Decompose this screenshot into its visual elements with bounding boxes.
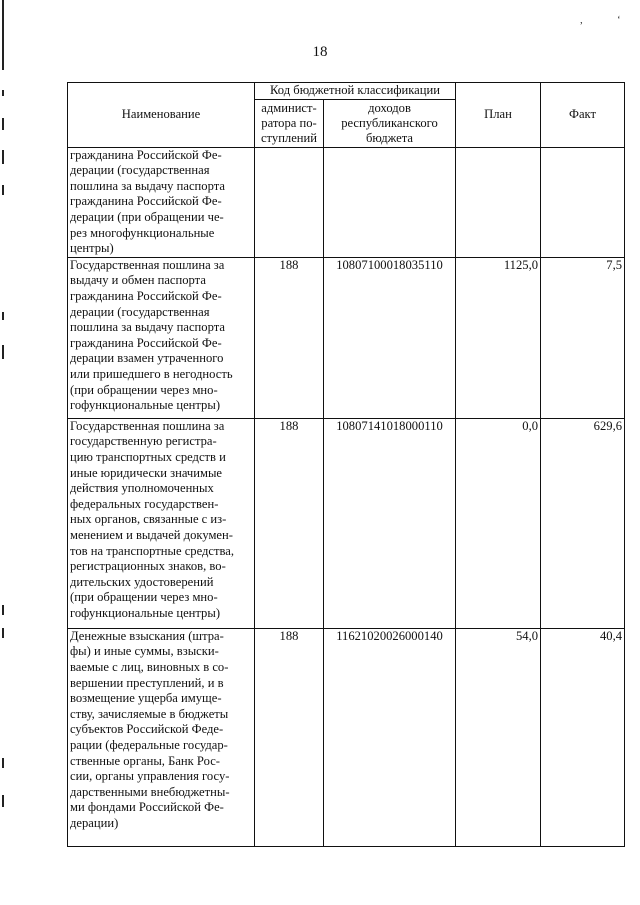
row-plan bbox=[456, 147, 541, 257]
header-name: Наименование bbox=[68, 83, 255, 148]
row-name: Государственная пошлина за государственную регистра- цию транспортных средств и иные юридически значимые действия уполномоченных федеральных государствен- ных органов, связанные с из- менением и выдачей докумен- тов на транспортные средства, регистрационных знаков, во- дительских удостоверений (при обращении через мно- гофункциональные центры) bbox=[68, 418, 255, 628]
scan-edge-mark bbox=[2, 758, 4, 768]
row-plan: 0,0 bbox=[456, 418, 541, 628]
header-income: доходов республиканского бюджета bbox=[324, 99, 456, 147]
scan-edge-mark bbox=[2, 795, 4, 807]
row-code bbox=[324, 147, 456, 257]
scan-edge-mark bbox=[2, 185, 4, 195]
header-fact: Факт bbox=[541, 83, 625, 148]
row-fact: 7,5 bbox=[541, 257, 625, 418]
scan-edge-mark bbox=[2, 605, 4, 615]
scan-edge-mark bbox=[2, 312, 4, 320]
row-name: Государственная пошлина за выдачу и обмен паспорта гражданина Российской Фе- дерации (государственная пошлина за выдачу паспорта гражданина Российской Фе- дерации взамен утраченного или пришедшего в негодность (при обращении через мно- гофункциональные центры) bbox=[68, 257, 255, 418]
corner-mark: ‘ bbox=[617, 14, 621, 26]
row-code: 11621020026000140 bbox=[324, 628, 456, 846]
row-code: 10807141018000110 bbox=[324, 418, 456, 628]
header-code-group: Код бюджетной классификации bbox=[255, 83, 456, 100]
row-name: гражданина Российской Фе- дерации (государственная пошлина за выдачу паспорта гражданина Российской Фе- дерации (при обращении че- рез многофункциональные центры) bbox=[68, 147, 255, 257]
row-plan: 1125,0 bbox=[456, 257, 541, 418]
row-fact bbox=[541, 147, 625, 257]
row-plan: 54,0 bbox=[456, 628, 541, 846]
page-number: 18 bbox=[312, 44, 328, 60]
scan-edge-mark bbox=[2, 345, 4, 359]
row-admin: 188 bbox=[255, 418, 324, 628]
table-row bbox=[68, 147, 625, 257]
row-admin: 188 bbox=[255, 257, 324, 418]
row-name: Денежные взыскания (штра- фы) и иные суммы, взыски- ваемые с лиц, виновных в со- вершении преступлений, и в возмещение ущерба имуще- ству, зачисляемые в бюджеты субъектов Российской Феде- рации (федеральные государ- ственные органы, Банк Рос- сии, органы управления госу- дарственными внебюджетны- ми фондами Российской Фе- дерации) bbox=[68, 628, 255, 846]
row-admin bbox=[255, 147, 324, 257]
table-row bbox=[68, 418, 625, 628]
budget-table bbox=[67, 82, 625, 847]
row-code: 10807100018035110 bbox=[324, 257, 456, 418]
corner-mark: , bbox=[580, 14, 583, 26]
table-header-row bbox=[68, 83, 625, 100]
table-row bbox=[68, 628, 625, 846]
row-fact: 629,6 bbox=[541, 418, 625, 628]
row-fact: 40,4 bbox=[541, 628, 625, 846]
scan-edge-mark bbox=[2, 90, 4, 96]
scan-edge-mark bbox=[2, 118, 4, 130]
header-plan: План bbox=[456, 83, 541, 148]
header-admin: админист- ратора по- ступлений bbox=[255, 99, 324, 147]
scan-edge-mark bbox=[2, 628, 4, 638]
row-admin: 188 bbox=[255, 628, 324, 846]
table-row bbox=[68, 257, 625, 418]
scan-edge-mark bbox=[2, 150, 4, 164]
